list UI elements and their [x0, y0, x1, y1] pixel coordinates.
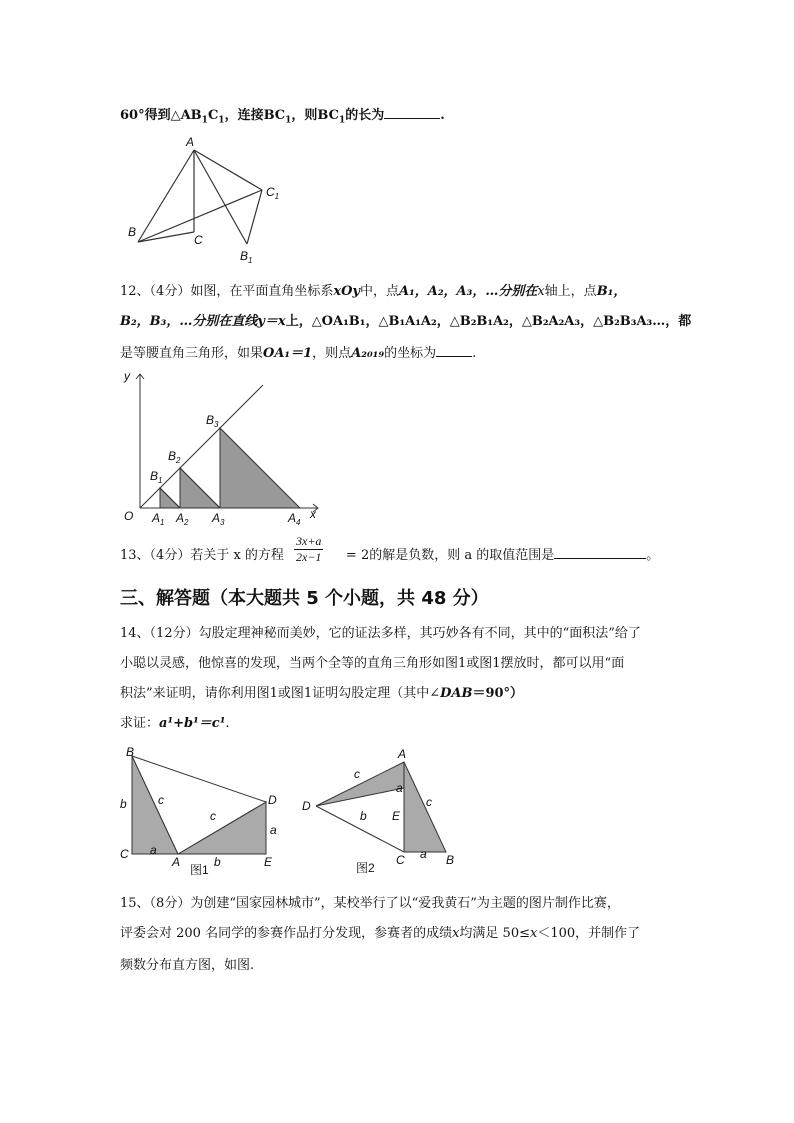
q11-label-C1: $C_1$	[266, 185, 280, 201]
q12-label-A3: $A_3$	[212, 511, 225, 527]
fig1-side-c2: c	[210, 809, 216, 823]
fig1-side-a2: a	[270, 823, 277, 837]
fig1-label-C: C	[120, 847, 129, 861]
fig2-label-A: A	[398, 747, 407, 761]
q14-figure-1	[118, 746, 288, 876]
answer-blank[interactable]	[384, 104, 440, 119]
q11-figure	[120, 132, 280, 265]
q11-text: 60°得到$\triangle AB_1C_1$，连接$BC_1$，则$BC_1$的长为 .	[120, 104, 445, 131]
fig1-side-b2: b	[214, 855, 221, 869]
answer-blank[interactable]	[436, 342, 472, 357]
q11-label-A: A	[186, 135, 195, 149]
q12-line-1: 12、（4分）如图，在平面直角坐标系xOy中，点A₁，A₂，A₃，…分别在x轴上，点B₁，	[120, 284, 627, 299]
q12-label-B1: $B_1$	[150, 469, 163, 485]
fig1-label-D: D	[268, 793, 277, 807]
fig2-triangle-upper	[316, 762, 404, 806]
q12-figure	[118, 366, 328, 526]
q12-label-A1: $A_1$	[152, 511, 165, 527]
fig2-side-c: c	[354, 767, 360, 781]
fig2-side-b: b	[360, 809, 367, 823]
fig1-label-A: A	[172, 855, 181, 869]
q14-line-1: 14、（12分）勾股定理神秘而美妙，它的证法多样，其巧妙各有不同，其中的“面积法”给了	[120, 626, 641, 641]
q14-line-4: 求证：a¹+b¹＝c¹.	[120, 716, 230, 731]
answer-blank[interactable]	[554, 544, 646, 559]
fig1-label-B: B	[126, 745, 135, 759]
q12-axis-y: y	[124, 369, 130, 383]
fig2-side-a: a	[396, 781, 403, 795]
section-3-title: 三、解答题（本大题共 5 个小题，共 48 分）	[120, 588, 489, 609]
q15-line-3: 频数分布直方图，如图.	[120, 958, 255, 973]
q15-line-1: 15、（8分）为创建“国家园林城市”，某校举行了以“爱我黄石”为主题的图片制作比赛，	[120, 896, 620, 911]
q12-origin: O	[124, 509, 134, 523]
fig2-label-D: D	[302, 799, 311, 813]
triangle-B3A3A4	[220, 428, 300, 508]
fig1-side-b: b	[120, 797, 127, 811]
q14-line-2: 小聪以灵感，他惊喜的发现，当两个全等的直角三角形如图1或图1摆放时，都可以用“面	[120, 656, 625, 671]
fig2-label-E: E	[392, 809, 401, 823]
fig2-side-a2: a	[420, 847, 427, 861]
q15-line-2: 评委会对 200 名同学的参赛作品打分发现，参赛者的成绩x均满足 50≤x＜100，并制作了	[120, 926, 641, 941]
q12-line-2: B₂，B₃，…分别在直线y＝x上，△OA₁B₁，△B₁A₁A₂，△B₂B₁A₂，△B₂A₂A₃，△B₂B₃A₃…，都	[120, 314, 692, 329]
q14-figure-2	[300, 746, 470, 876]
q11-label-B: B	[128, 225, 137, 239]
q13-fraction: $\frac{3x+a}{2x-1}$	[296, 534, 322, 564]
q12-line-3: 是等腰直角三角形，如果OA₁＝1，则点A₂₀₁₉的坐标为 .	[120, 342, 476, 364]
fig1-caption: 图1	[190, 863, 209, 877]
fig2-label-C: C	[396, 853, 405, 867]
q12-label-B3: $B_3$	[206, 413, 219, 429]
q13-line: 13、（4分）若关于 x 的方程 = 2的解是负数，则 a 的取值范围是 。	[120, 544, 659, 566]
fig2-side-c2: c	[426, 795, 432, 809]
q12-label-B2: $B_2$	[168, 449, 181, 465]
fig2-triangle-lower	[404, 762, 446, 852]
fig1-side-c: c	[158, 793, 164, 807]
q11-label-C: C	[194, 233, 203, 247]
fig1-label-E: E	[264, 855, 273, 869]
q12-label-A4: $A_4$	[288, 511, 301, 527]
q12-label-A2: $A_2$	[176, 511, 189, 527]
fig1-side-a: a	[150, 843, 157, 857]
q14-line-3: 积法”来证明，请你利用图1或图1证明勾股定理（其中∠DAB＝90°）	[120, 686, 524, 701]
q11-label-B1: $B_1$	[240, 249, 253, 265]
q12-axis-x: x	[310, 507, 316, 521]
fig2-label-B: B	[446, 853, 455, 867]
fig2-caption: 图2	[356, 861, 375, 875]
